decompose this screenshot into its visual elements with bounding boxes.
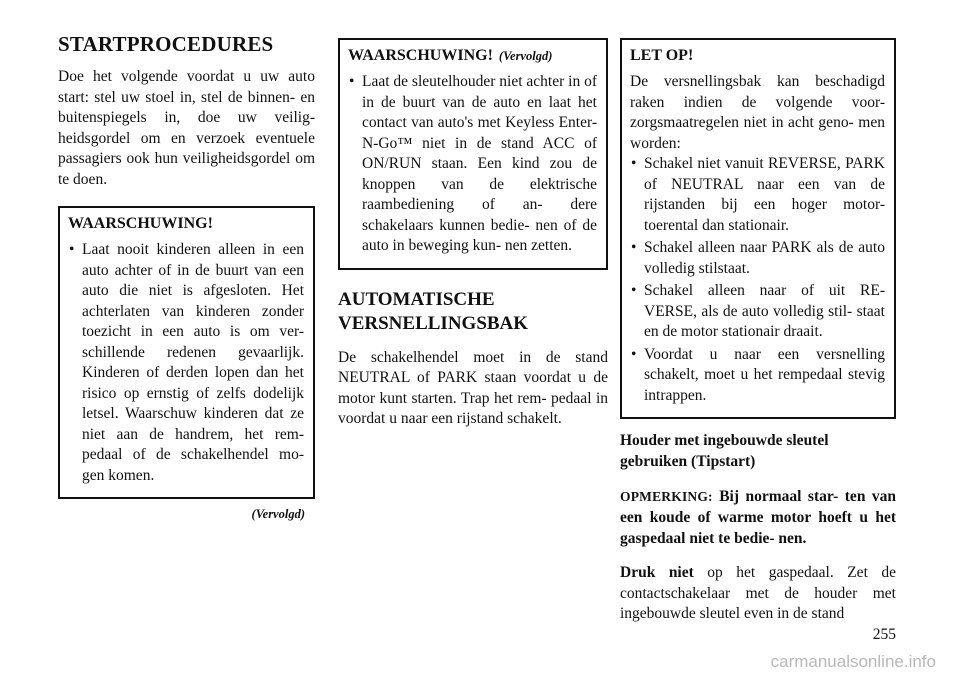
warning-title: WAARSCHUWING! xyxy=(68,215,213,232)
caution-box xyxy=(620,38,896,419)
warning-box-continued xyxy=(338,38,608,270)
caution-bullet: • Schakel alleen naar of uit RE- VERSE, als de auto volledig stil- staat en de motor stationair draait. xyxy=(630,281,885,343)
caution-intro: De versnellingsbak kan beschadigd raken indien de volgende voor- zorgsmaatregelen niet in acht geno- men worden: xyxy=(630,73,885,152)
instruction-bold: Druk niet xyxy=(620,564,694,581)
intro-paragraph: Doe het volgende voordat u uw auto start: stel uw stoel in, stel de binnen- en buitenspiegels in, doe uw veilig- heidsgordel om en verzoek eventuele passagiers ook hun veiligheidsgordel om te doen. xyxy=(58,68,315,188)
warning-list xyxy=(68,240,304,486)
note-text: Bij normaal star- ten van een koude of warme motor hoeft u het gaspedaal niet te bedie- nen. xyxy=(620,488,897,547)
transmission-paragraph: De schakelhendel moet in de stand NEUTRAL of PARK staan voordat u de motor kunt starten. Trap het rem- pedaal in voordat u naar een rijstand schakelt. xyxy=(338,348,608,427)
column-right xyxy=(620,38,896,625)
note-label: OPMERKING: xyxy=(620,489,713,504)
continued-label: (Vervolgd) xyxy=(251,507,305,521)
caution-bullet: • Schakel alleen naar PARK als de auto volledig stilstaat. xyxy=(630,238,885,279)
continued-tag: (Vervolgd) xyxy=(498,49,553,63)
watermark: carmanualsonline.info xyxy=(770,652,936,671)
instruction-text: op het gaspedaal. Zet de contactschakelaar met de houder met ingebouwde sleutel even in de stand xyxy=(620,564,896,622)
warning-list-continued xyxy=(348,72,597,257)
warning-title-continued xyxy=(348,47,597,65)
warning-bullet: • Laat de sleutelhouder niet achter in of in de buurt van de auto en laat het contact van auto's met Keyless Enter-N-Go™ niet in de stand ACC of ON/RUN staan. Een kind zou de knoppen van de elektrische raambediening of an- dere schakelaars kunnen bedie- nen of de auto in beweging kun- nen zetten. xyxy=(348,72,597,257)
caution-list xyxy=(630,154,885,406)
note-paragraph xyxy=(620,486,896,549)
caution-bullet: • Schakel niet vanuit REVERSE, PARK of NEUTRAL naar een van de rijstanden bij een hoger motor- toerental dan stationair. xyxy=(630,154,885,236)
page-number: 255 xyxy=(872,626,896,643)
column-left xyxy=(58,32,315,522)
instruction-paragraph xyxy=(620,563,896,625)
warning-title-text: WAARSCHUWING! xyxy=(348,47,493,64)
page-title: STARTPROCEDURES xyxy=(58,32,274,56)
warning-bullet: • Laat nooit kinderen alleen in een auto achter of in de buurt van een auto die niet is afgesloten. Het achterlaten van kinderen zonder toezicht in een auto is om ver- schillende redenen gevaarlijk. Kinderen of derden lopen dan het risico op ernstig of zelfs dodelijk letsel. Waarschuw kinderen dat ze niet aan de handrem, het rem- pedaal of de schakelhendel mo- gen komen. xyxy=(68,240,304,486)
caution-bullet: • Voordat u naar een versnelling schakelt, moet u het rempedaal stevig intrappen. xyxy=(630,345,885,407)
caution-title: LET OP! xyxy=(630,47,694,64)
column-middle xyxy=(338,38,608,430)
section-heading-transmission: AUTOMATISCHE VERSNELLINGSBAK xyxy=(338,288,529,334)
warning-box xyxy=(58,206,315,499)
subsection-heading-tipstart: Houder met ingebouwde sleutel gebruiken (Tipstart) xyxy=(620,432,829,470)
